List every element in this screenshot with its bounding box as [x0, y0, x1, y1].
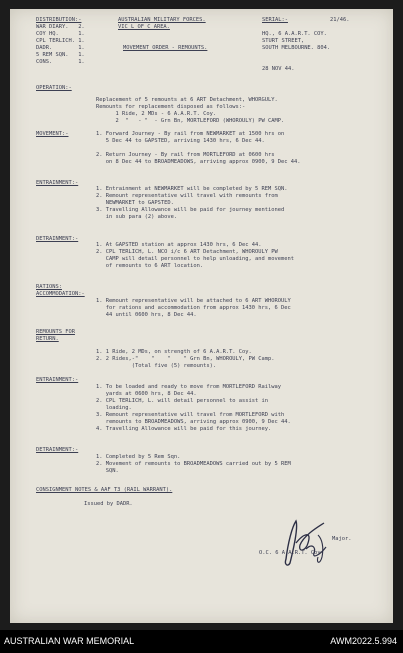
detrainment-return-line: 1. Completed by 5 Rem Sqn.	[96, 454, 181, 460]
order-date: 28 NOV 44.	[262, 66, 295, 72]
detrainment-line: CAMP will detail personnel to help unloading, and movement	[96, 256, 294, 262]
entrainment-line: in sub para (2) above.	[96, 214, 178, 220]
movement-line: 1. Forward Journey - By rail from NEWMARKET at 1500 hrs on	[96, 131, 285, 137]
entrainment-return-line: yards at 0600 hrs, 8 Dec 44.	[96, 391, 197, 397]
remounts-line: 2. 2 Rides,-" " " " Grn Bn, WHOROULY, PW Camp.	[96, 356, 275, 362]
entrainment-line: 3. Travelling Allowance will be paid for journey mentioned	[96, 207, 285, 213]
rations-line: for rations and accommodation from approx 1430 hrs, 6 Dec	[96, 305, 291, 311]
entrainment-return-line: loading.	[96, 405, 132, 411]
address-line: STURT STREET,	[262, 38, 305, 44]
section-label-detrainment: DETRAINMENT:-	[36, 236, 79, 242]
heading-line-1: AUSTRALIAN MILITARY FORCES.	[118, 17, 206, 23]
entrainment-line: 2. Remount representative will travel with remounts from	[96, 193, 278, 199]
movement-line: 2. Return Journey - By rail from MORTLEFORD at 0600 hrs	[96, 152, 275, 158]
remounts-line: 1. 1 Ride, 2 MDs, on strength of 6 A.A.R.T. Coy.	[96, 349, 252, 355]
operation-line: Replacement of 5 remounts at 6 ART Detachment, WHORGULY.	[96, 97, 278, 103]
distribution-line: CONS. 1.	[36, 59, 85, 65]
address-line: HQ., 6 A.A.R.T. COY.	[262, 31, 327, 37]
section-label-accommodation: ACCOMMODATION:-	[36, 291, 85, 297]
address-line: SOUTH MELBOURNE. 804.	[262, 45, 331, 51]
signatory-rank: Major.	[332, 536, 352, 542]
section-label-return: RETURN.	[36, 336, 59, 342]
footer-institution: AUSTRALIAN WAR MEMORIAL	[4, 636, 135, 646]
detrainment-return-line: SQN.	[96, 468, 119, 474]
distribution-line: DISTRIBUTION:-	[36, 17, 82, 23]
entrainment-return-line: 1. To be loaded and ready to move from MORTLEFORD Railway	[96, 384, 281, 390]
footer-accession-number: AWM2022.5.994	[330, 636, 397, 646]
rations-line: 44 until 0600 hrs, 8 Dec 44.	[96, 312, 197, 318]
movement-line: 5 Dec 44 to GAPSTED, arriving 1430 hrs, 6 Dec 44.	[96, 138, 265, 144]
distribution-line: 5 REM SQN. 1.	[36, 52, 85, 58]
operation-line: Remounts for replacement disposed as follows:-	[96, 104, 246, 110]
operation-line: 1 Ride, 2 MDs - 6 A.A.R.T. Coy.	[96, 111, 217, 117]
distribution-line: COY HQ. 1.	[36, 31, 85, 37]
remounts-line: (Total five (5) remounts).	[96, 363, 217, 369]
serial-value: 21/46.	[330, 17, 350, 23]
movement-line: on 8 Dec 44 to BROADMEADOWS, arriving approx 0900, 9 Dec 44.	[96, 159, 301, 165]
entrainment-return-line: 3. Remount representative will travel from MORTLEFORD with	[96, 412, 285, 418]
section-label-operation: OPERATION:-	[36, 85, 72, 91]
archive-footer	[0, 630, 403, 653]
section-label-entrainment: ENTRAINMENT:-	[36, 180, 79, 186]
consignment-line: Issued by DADR.	[84, 501, 133, 507]
operation-line: 2 " - " - Grn Bn, MORTLEFORD (WHOROULY) PW CAMP.	[96, 118, 285, 124]
entrainment-return-line: remounts to BROADMEADOWS, arriving approx 0900, 9 Dec 44.	[96, 419, 291, 425]
section-label-entrainment-return: ENTRAINMENT:-	[36, 377, 79, 383]
entrainment-return-line: 2. CPL TERLICH, L. will detail personnel to assist in	[96, 398, 269, 404]
document-title: MOVEMENT ORDER - REMOUNTS.	[123, 45, 208, 51]
document-page	[10, 9, 393, 623]
detrainment-line: 1. At GAPSTED station at approx 1430 hrs, 6 Dec 44.	[96, 242, 262, 248]
distribution-line: WAR DIARY. 2.	[36, 24, 85, 30]
rations-line: 1. Remount representative will be attached to 6 ART WHOROULY	[96, 298, 291, 304]
section-label-remounts: REMOUNTS FOR	[36, 329, 75, 335]
distribution-line: CPL TERLICH. 1.	[36, 38, 85, 44]
section-label-consignment: CONSIGNMENT NOTES & AAF T3 (RAIL WARRANT).	[36, 487, 173, 493]
detrainment-return-line: 2. Movement of remounts to BROADMEADOWS carried out by 5 REM	[96, 461, 291, 467]
distribution-line: DADR. 1.	[36, 45, 85, 51]
detrainment-line: 2. CPL TERLICH, L. NCO i/c 6 ART Detachment, WHOROULY PW	[96, 249, 278, 255]
entrainment-return-line: 4. Travelling Allowance will be paid for this journey.	[96, 426, 272, 432]
serial-label: SERIAL:-	[262, 17, 288, 23]
section-label-rations: RATIONS:	[36, 284, 62, 290]
signatory-title: O.C. 6 A.A.R.T. Coy.	[259, 550, 324, 556]
section-label-movement: MOVEMENT:-	[36, 131, 69, 137]
detrainment-line: of remounts to 6 ART location.	[96, 263, 204, 269]
entrainment-line: 1. Entrainment at NEWMARKET will be completed by 5 REM SQN.	[96, 186, 288, 192]
handwritten-signature	[278, 513, 336, 569]
section-label-detrainment-return: DETRAINMENT:-	[36, 447, 79, 453]
entrainment-line: NEWMARKET to GAPSTED.	[96, 200, 174, 206]
heading-line-2: VIC L OF C AREA.	[118, 24, 170, 30]
